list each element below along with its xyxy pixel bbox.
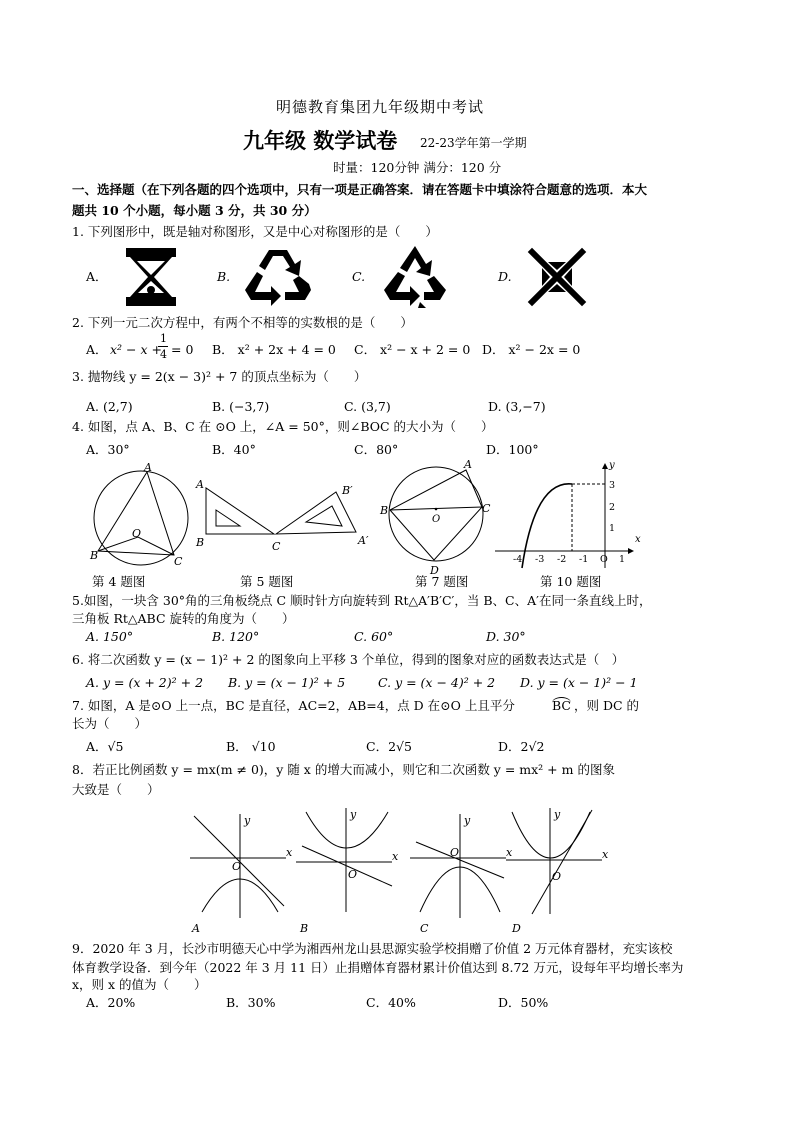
fig4-label-b: B: [90, 549, 99, 562]
fig10-xtick-3: -2: [557, 554, 567, 565]
q8d-y: y: [554, 808, 561, 821]
q7-stem-tail: ，则 DC 的: [574, 698, 640, 713]
fig5-label-a: A: [196, 478, 204, 491]
q8-graph-c: [410, 812, 513, 935]
q2-option-b: B． x² + 2x + 4 = 0: [212, 342, 336, 357]
q5-option-b: B. 120°: [212, 629, 260, 644]
q2-option-a-expr: x² − x +: [110, 342, 162, 357]
fig10-y-label: y: [609, 460, 615, 471]
caption-fig5: 第 5 题图: [240, 574, 294, 589]
q6-option-c: C. y = (x − 4)² + 2: [378, 675, 496, 690]
q4-option-a: A．30°: [86, 442, 130, 457]
q5-option-d: D. 30°: [486, 629, 526, 644]
q8-graph-b: [296, 806, 400, 935]
q8c-x: x: [506, 846, 513, 859]
q5-option-a: A. 150°: [86, 629, 134, 644]
recycle-triangle-icon: [380, 244, 450, 310]
q8b-label: B: [300, 922, 309, 935]
figure-7-circle: [380, 458, 492, 577]
q1-label-d: D.: [498, 269, 512, 284]
q7-option-c: C．2√5: [366, 739, 412, 754]
q2-option-d: D． x² − 2x = 0: [482, 342, 581, 357]
q4-option-c: C．80°: [354, 442, 399, 457]
term-label: 22-23学年第一学期: [420, 136, 527, 150]
figure-10-graph: [495, 460, 645, 570]
q9-stem-line2: 体育教学设备．到今年（2022 年 3 月 11 日）止捐赠体育器材累计价值达到 8.72 万元，设每年平均增长率为: [72, 960, 684, 975]
q8-stem-line1: 8．若正比例函数 y = mx(m ≠ 0)，y 随 x 的增大而减小，则它和二次函数 y = mx² + m 的图象: [72, 762, 615, 777]
q8a-y: y: [244, 814, 251, 827]
fig7-label-o: O: [432, 514, 441, 525]
fig5-label-c: C: [272, 540, 281, 553]
fig7-label-a: A: [464, 458, 472, 471]
q8c-o: O: [450, 846, 460, 859]
q2-a-denominator: 4: [160, 348, 167, 361]
q3-option-c: C. (3,7): [344, 399, 391, 414]
q9-stem-line3: x，则 x 的值为（ ）: [72, 977, 207, 992]
section-heading-line2: 题共 10 个小题，每小题 3 分，共 30 分）: [72, 203, 317, 218]
section-heading-line1: 一、选择题（在下列各题的四个选项中，只有一项是正确答案．请在答题卡中填涂符合题意的选项．本大: [72, 182, 648, 197]
q7-option-d: D．2√2: [498, 739, 545, 754]
time-score: 时量：120分钟 满分：120 分: [333, 160, 502, 175]
fig10-xtick-4: -1: [579, 554, 589, 565]
q5-option-c: C. 60°: [354, 629, 394, 644]
q8-graph-d: [506, 806, 610, 935]
q7-stem-line1: 7. 如图，A 是⊙O 上一点，BC 是直径，AC=2，AB=4，点 D 在⊙O 上且平分: [72, 698, 515, 713]
q7-option-b: B． √10: [226, 739, 276, 754]
q2-option-a-label: A．: [86, 342, 108, 357]
q3-option-d: D. (3,−7): [488, 399, 546, 414]
fig4-label-o: O: [132, 527, 142, 540]
q1-label-b: B.: [217, 269, 231, 284]
q5-stem-line1: 5.如图，一块含 30°角的三角板绕点 C 顺时针方向旋转到 Rt△A′B′C′，当 B、C、A′在同一条直线上时，: [72, 593, 652, 608]
q3-option-a: A. (2,7): [86, 399, 133, 414]
q9-option-a: A．20%: [86, 995, 136, 1010]
q8a-o: O: [232, 860, 242, 873]
fig5-label-b2: B′: [342, 484, 353, 497]
fig7-label-c: C: [482, 502, 491, 515]
q8d-label: D: [512, 922, 521, 935]
q8b-o: O: [348, 868, 358, 881]
fig4-label-c: C: [174, 555, 183, 568]
q2-option-c: C． x² − x + 2 = 0: [354, 342, 471, 357]
q8c-label: C: [420, 922, 429, 935]
q2-option-a-tail: = 0: [171, 342, 194, 357]
main-title: 九年级 数学试卷: [243, 128, 398, 153]
q8b-y: y: [350, 808, 357, 821]
caption-fig7: 第 7 题图: [415, 574, 469, 589]
q8c-y: y: [464, 814, 471, 827]
figure-5-triangles: [194, 478, 374, 558]
fig10-xtick-1: -4: [513, 554, 523, 565]
q8-stem-line2: 大致是（ ）: [72, 782, 160, 797]
q4-stem: 4. 如图，点 A、B、C 在 ⊙O 上，∠A = 50°，则∠BOC 的大小为（ ）: [72, 419, 494, 434]
figure-4-circle: [86, 463, 196, 573]
hourglass-icon: [124, 246, 178, 308]
q8d-o: O: [552, 870, 562, 883]
q9-option-c: C．40%: [366, 995, 416, 1010]
fig10-xtick-2: -3: [535, 554, 545, 565]
q7-option-a: A．√5: [86, 739, 124, 754]
q7-stem-line2: 长为（ ）: [72, 716, 148, 731]
q3-option-b: B. (−3,7): [212, 399, 270, 414]
fig4-label-a: A: [144, 461, 152, 474]
q6-option-a: A. y = (x + 2)² + 2: [86, 675, 204, 690]
fig10-ytick-3: 1: [609, 523, 616, 534]
q4-option-b: B．40°: [212, 442, 256, 457]
fig7-label-d: D: [430, 564, 439, 577]
q8-graph-a: [190, 812, 293, 935]
fig10-ytick-2: 2: [609, 502, 616, 513]
fig10-origin: O: [600, 554, 608, 565]
q2-stem: 2. 下列一元二次方程中，有两个不相等的实数根的是（ ）: [72, 315, 413, 330]
recycle-arrows-icon: [243, 246, 313, 308]
q6-option-d: D. y = (x − 1)² − 1: [520, 675, 638, 690]
q8d-x: x: [602, 848, 609, 861]
fig10-xtick-5: 1: [619, 554, 626, 565]
school-title: 明德教育集团九年级期中考试: [276, 98, 485, 116]
q6-option-b: B. y = (x − 1)² + 5: [228, 675, 346, 690]
q1-stem: 1. 下列图形中，既是轴对称图形，又是中心对称图形的是（ ）: [72, 224, 438, 239]
q8a-x: x: [286, 846, 293, 859]
q8b-x: x: [392, 850, 399, 863]
q3-stem: 3. 抛物线 y = 2(x − 3)² + 7 的顶点坐标为（ ）: [72, 369, 367, 384]
q5-stem-line2: 三角板 Rt△ABC 旋转的角度为（ ）: [72, 611, 295, 626]
fig10-ytick-1: 3: [609, 480, 616, 491]
q1-label-a: A．: [86, 269, 108, 284]
q2-a-numerator: 1: [160, 332, 167, 345]
caption-fig4: 第 4 题图: [92, 574, 146, 589]
fig5-label-b: B: [196, 536, 205, 549]
q2-a-fraction-bar: [158, 346, 168, 347]
fig5-label-a2: A′: [358, 534, 369, 547]
q9-option-b: B．30%: [226, 995, 276, 1010]
fig10-x-label: x: [635, 534, 641, 545]
q9-stem-line1: 9．2020 年 3 月，长沙市明德天心中学为湘西州龙山县思源实验学校捐赠了价值 2 万元体育器材，充实该校: [72, 941, 673, 956]
caption-fig10: 第 10 题图: [540, 574, 602, 589]
q4-option-d: D．100°: [486, 442, 539, 457]
fig7-label-b: B: [380, 504, 389, 517]
q1-label-c: C.: [352, 269, 366, 284]
q9-option-d: D．50%: [498, 995, 549, 1010]
q7-arc-bc: BC: [552, 698, 571, 713]
arrows-inward-icon: [528, 248, 586, 306]
q8a-label: A: [192, 922, 200, 935]
q6-stem: 6. 将二次函数 y = (x − 1)² + 2 的图象向上平移 3 个单位，得到的图象对应的函数表达式是（ ）: [72, 652, 625, 667]
